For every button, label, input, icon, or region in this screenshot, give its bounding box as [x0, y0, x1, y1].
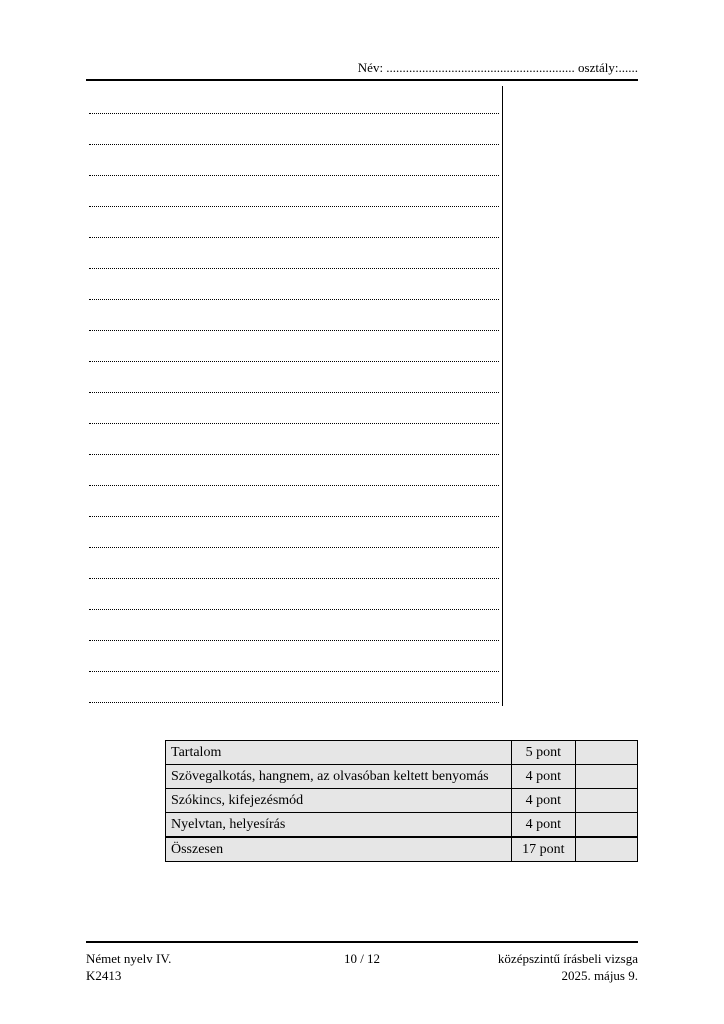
total-points: 17 pont	[511, 837, 575, 862]
max-points: 5 pont	[511, 741, 575, 765]
answer-line[interactable]	[89, 237, 499, 238]
name-class-field: Név: .......................................................... osztály:......	[357, 60, 638, 75]
answer-line[interactable]	[89, 361, 499, 362]
answer-line[interactable]	[89, 702, 499, 703]
footer-exam-type: középszintű írásbeli vizsga	[497, 951, 638, 966]
score-row-text-creation	[166, 765, 638, 789]
score-row-grammar	[166, 813, 638, 838]
answer-line[interactable]	[89, 113, 499, 114]
answer-line[interactable]	[89, 206, 499, 207]
max-points: 4 pont	[511, 765, 575, 789]
footer-right	[498, 950, 638, 984]
answer-line[interactable]	[89, 423, 499, 424]
answer-line[interactable]	[89, 268, 499, 269]
score-cell[interactable]	[575, 789, 637, 813]
max-points: 4 pont	[511, 789, 575, 813]
criterion-label: Szövegalkotás, hangnem, az olvasóban keltett benyomás	[166, 765, 512, 789]
footer-code: K2413	[86, 968, 122, 983]
max-points: 4 pont	[511, 813, 575, 838]
answer-margin-line	[502, 86, 503, 706]
answer-line[interactable]	[89, 175, 499, 176]
answer-line[interactable]	[89, 330, 499, 331]
answer-line[interactable]	[89, 144, 499, 145]
answer-line[interactable]	[89, 640, 499, 641]
header-rule	[86, 79, 638, 81]
score-cell[interactable]	[575, 765, 637, 789]
criterion-label: Tartalom	[166, 741, 512, 765]
score-table	[165, 740, 638, 862]
answer-line[interactable]	[89, 516, 499, 517]
answer-line[interactable]	[89, 578, 499, 579]
answer-line[interactable]	[89, 454, 499, 455]
score-cell[interactable]	[575, 741, 637, 765]
answer-line[interactable]	[89, 392, 499, 393]
score-cell[interactable]	[575, 813, 637, 838]
answer-line[interactable]	[89, 485, 499, 486]
criterion-label: Nyelvtan, helyesírás	[166, 813, 512, 838]
score-row-total	[166, 837, 638, 862]
answer-line[interactable]	[89, 547, 499, 548]
answer-line[interactable]	[89, 609, 499, 610]
score-row-vocabulary	[166, 789, 638, 813]
answer-line[interactable]	[89, 299, 499, 300]
total-score-cell[interactable]	[575, 837, 637, 862]
criterion-label: Szókincs, kifejezésmód	[166, 789, 512, 813]
footer-rule	[86, 941, 638, 943]
footer-date: 2025. május 9.	[561, 968, 638, 983]
score-row-content	[166, 741, 638, 765]
page-number: 10 / 12	[343, 951, 381, 966]
total-label: Összesen	[166, 837, 512, 862]
footer-subject: Német nyelv IV.	[86, 951, 172, 966]
answer-line[interactable]	[89, 671, 499, 672]
